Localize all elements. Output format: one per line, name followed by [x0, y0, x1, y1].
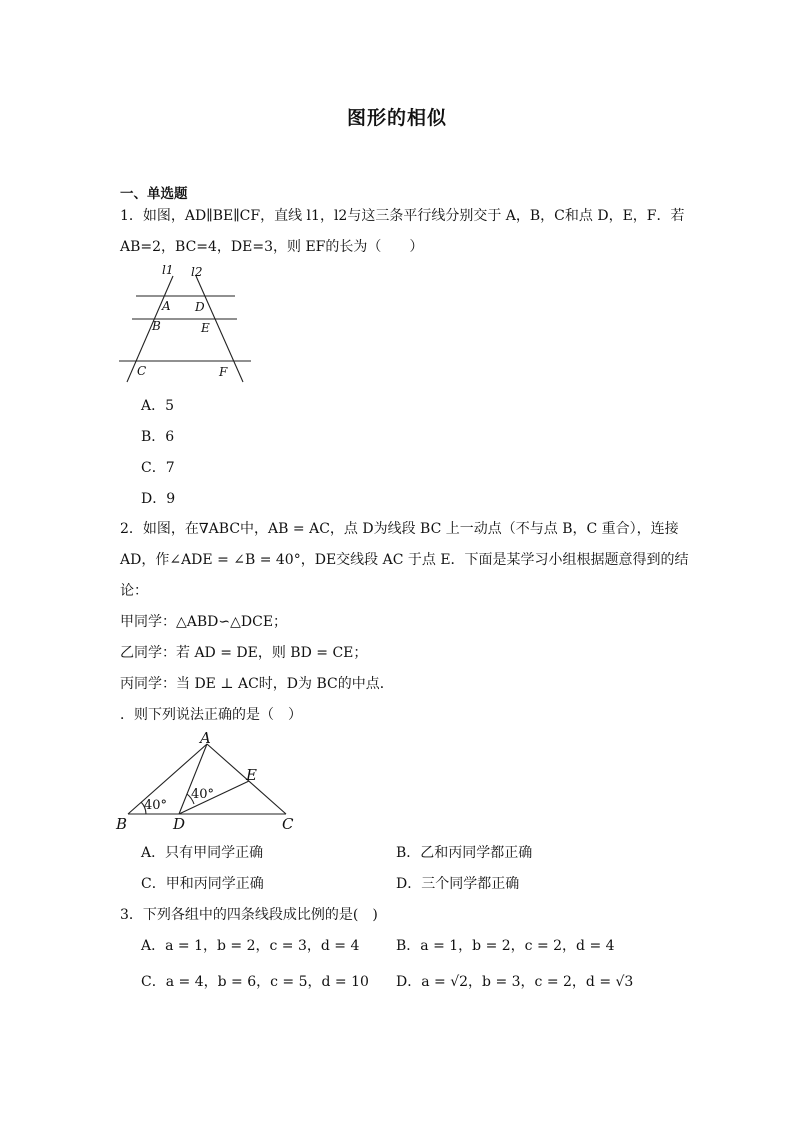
- q2-option-c[interactable]: C．甲和丙同学正确: [141, 876, 264, 892]
- q2-option-a[interactable]: A．只有甲同学正确: [141, 845, 264, 861]
- label-d: D: [173, 815, 186, 833]
- q3-option-c[interactable]: C．a = 4，b = 6，c = 5，d = 10: [141, 974, 369, 990]
- label-f: F: [219, 365, 228, 379]
- q2-question: ．则下列说法正确的是（ ）: [120, 707, 302, 723]
- q1-option-a[interactable]: A．5: [141, 398, 175, 414]
- label-b: B: [152, 319, 161, 333]
- label-a: A: [162, 299, 171, 313]
- q3-option-d[interactable]: D．a = √2，b = 3，c = 2，d = √3: [396, 974, 634, 990]
- q2-triangle-figure: [112, 728, 302, 834]
- q1-parallel-lines-figure: [115, 262, 260, 386]
- label-c: C: [282, 815, 294, 833]
- q3-option-b[interactable]: B．a = 1，b = 2，c = 2，d = 4: [396, 938, 615, 954]
- q1-option-c[interactable]: C．7: [141, 460, 175, 476]
- label-l2: l2: [191, 265, 203, 279]
- label-b: B: [116, 815, 128, 833]
- label-a: A: [200, 729, 211, 747]
- angle-b-label: 40°: [144, 798, 168, 813]
- label-l1: l1: [162, 263, 174, 277]
- segment-ad: [179, 744, 207, 814]
- label-e: E: [201, 321, 210, 335]
- q2-option-b[interactable]: B．乙和丙同学都正确: [396, 845, 533, 861]
- q2-option-d[interactable]: D．三个同学都正确: [396, 876, 520, 892]
- q2-stem-line2: AD，作∠ADE = ∠B = 40°，DE交线段 AC 于点 E．下面是某学习小组根据题意得到的结: [120, 552, 689, 568]
- q2-statement-yi: 乙同学：若 AD = DE，则 BD = CE；: [120, 645, 368, 661]
- section-heading: 一、单选题: [120, 186, 188, 202]
- line-l1: [127, 276, 173, 382]
- q1-stem-line1: 1．如图，AD∥BE∥CF，直线 l1，l2与这三条平行线分别交于 A，B，C和点 D，E，F．若: [120, 208, 685, 224]
- q1-stem-line2: AB=2，BC=4，DE=3，则 EF的长为（ ）: [120, 239, 424, 255]
- label-d: D: [195, 300, 205, 314]
- label-c: C: [137, 364, 147, 378]
- angle-ade-label: 40°: [191, 787, 215, 802]
- q2-statement-bing: 丙同学：当 DE ⊥ AC时，D为 BC的中点．: [120, 676, 394, 692]
- q2-stem-line1: 2．如图，在∇ABC中，AB = AC，点 D为线段 BC 上一动点（不与点 B，C 重合），连接: [120, 521, 679, 537]
- q3-stem: 3．下列各组中的四条线段成比例的是( ): [120, 907, 378, 923]
- segment-ab: [128, 744, 207, 814]
- q2-stem-line3: 论：: [120, 583, 148, 599]
- q3-option-a[interactable]: A．a = 1，b = 2，c = 3，d = 4: [141, 938, 360, 954]
- q1-option-b[interactable]: B．6: [141, 429, 175, 445]
- q1-option-d[interactable]: D．9: [141, 491, 176, 507]
- q2-statement-jia: 甲同学：△ABD∽△DCE；: [120, 614, 288, 630]
- page-title: 图形的相似: [346, 107, 447, 129]
- label-e: E: [246, 766, 257, 784]
